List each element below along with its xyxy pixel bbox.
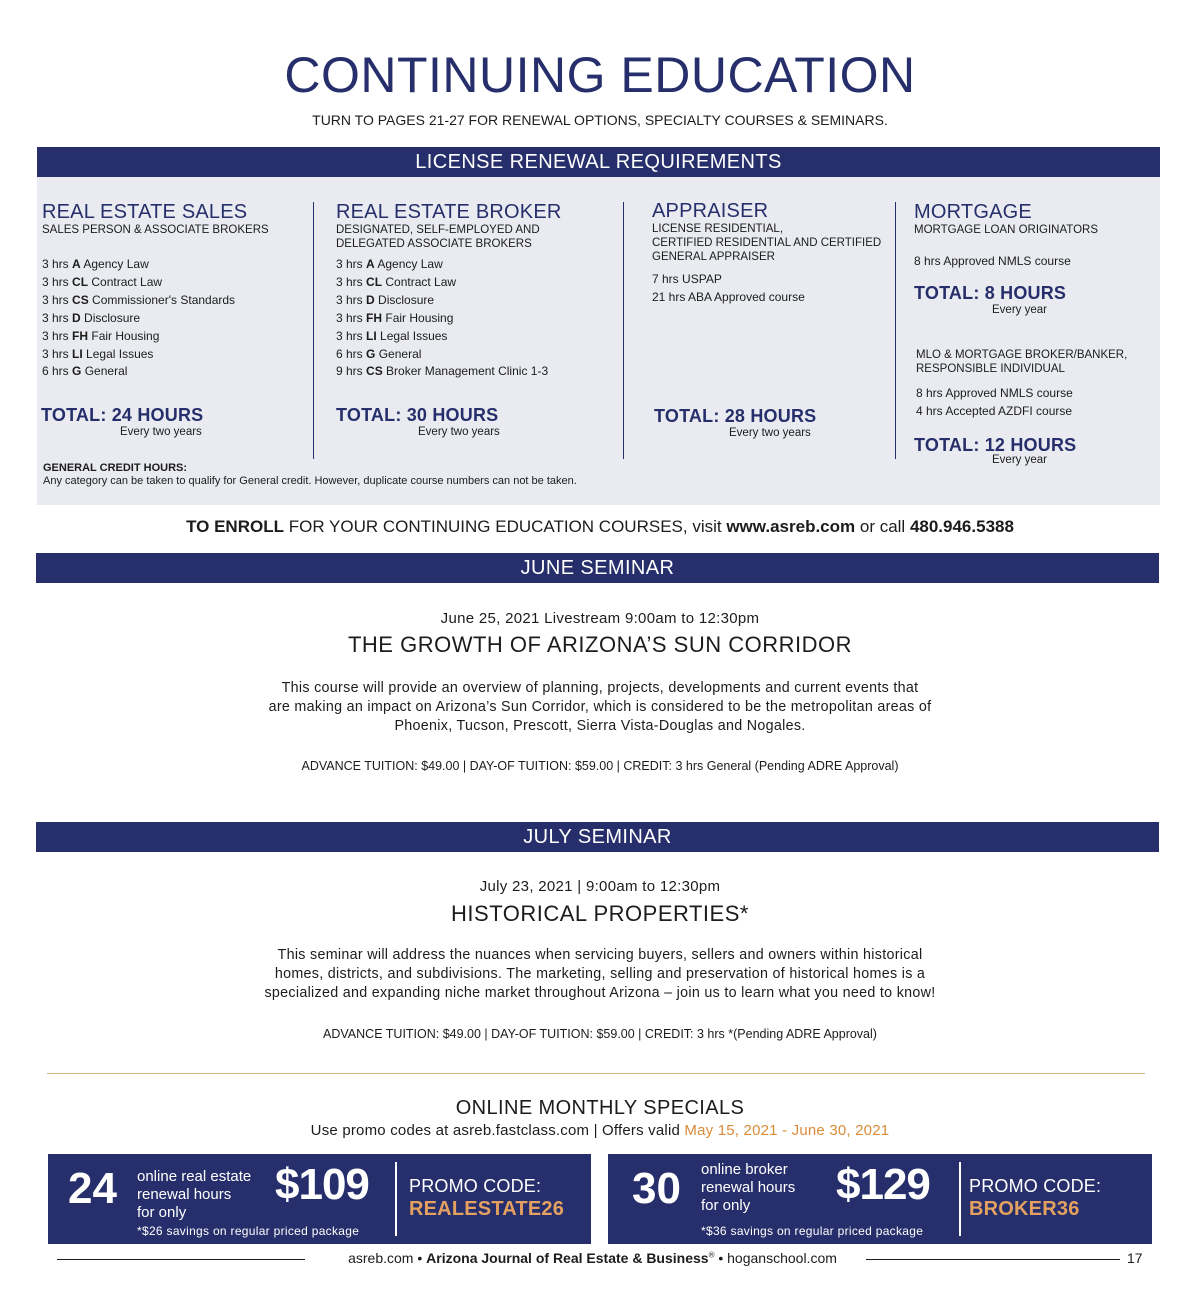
general-credit-text: Any category can be taken to qualify for General credit. However, duplicate course numbers can not be taken. bbox=[43, 475, 577, 487]
june-seminar-bar: JUNE SEMINAR bbox=[36, 553, 1159, 583]
june-seminar-desc-1: This course will provide an overview of planning, projects, developments and current events that bbox=[281, 680, 919, 696]
sales-column bbox=[42, 202, 269, 381]
list-item: 3 hrs D Disclosure bbox=[42, 310, 141, 325]
list-item: 4 hrs Accepted AZDFI course bbox=[916, 404, 1073, 418]
promo-hours: 30 bbox=[632, 1164, 681, 1213]
page-title: CONTINUING EDUCATION bbox=[284, 47, 916, 103]
mortgage-frequency-mlo: Every year bbox=[992, 304, 1047, 316]
footer: asreb.com • Arizona Journal of Real Estate & Business® • hoganschool.com bbox=[348, 1250, 837, 1266]
page-number: 17 bbox=[1127, 1250, 1143, 1266]
july-seminar-desc-3: specialized and expanding niche market throughout Arizona – join us to learn what you need to know! bbox=[264, 985, 936, 1001]
promo-hours: 24 bbox=[68, 1164, 117, 1213]
june-seminar-date: June 25, 2021 Livestream 9:00am to 12:30pm bbox=[440, 610, 760, 627]
july-seminar-date: July 23, 2021 | 9:00am to 12:30pm bbox=[479, 878, 721, 895]
mortgage-broker-subtitle-2: RESPONSIBLE INDIVIDUAL bbox=[916, 363, 1065, 375]
specials-title: ONLINE MONTHLY SPECIALS bbox=[455, 1097, 745, 1119]
license-renewal-panel bbox=[37, 177, 1160, 505]
appraiser-total: TOTAL: 28 HOURS bbox=[654, 406, 817, 426]
sales-subtitle: SALES PERSON & ASSOCIATE BROKERS bbox=[42, 224, 269, 236]
sales-total: TOTAL: 24 HOURS bbox=[41, 405, 204, 425]
appraiser-course-list bbox=[652, 271, 881, 307]
june-seminar-title: THE GROWTH OF ARIZONA’S SUN CORRIDOR bbox=[347, 632, 853, 657]
promo-divider bbox=[959, 1162, 961, 1236]
mortgage-total-mlo: TOTAL: 8 HOURS bbox=[914, 283, 1067, 303]
appraiser-frequency: Every two years bbox=[729, 427, 811, 439]
mortgage-column bbox=[914, 202, 1098, 271]
list-item: 3 hrs FH Fair Housing bbox=[336, 310, 454, 325]
broker-frequency: Every two years bbox=[418, 426, 500, 438]
june-seminar-desc-3: Phoenix, Tucson, Prescott, Sierra Vista-Douglas and Nogales. bbox=[394, 718, 806, 734]
june-seminar-desc-2: are making an impact on Arizona’s Sun Corridor, which is considered to be the metropolitan areas of bbox=[268, 699, 932, 715]
list-item: 3 hrs D Disclosure bbox=[336, 292, 435, 307]
broker-total: TOTAL: 30 HOURS bbox=[336, 405, 499, 425]
list-item: 6 hrs G General bbox=[336, 346, 422, 361]
list-item: 8 hrs Approved NMLS course bbox=[916, 386, 1073, 400]
promo-divider bbox=[395, 1162, 397, 1236]
july-seminar-fees: ADVANCE TUITION: $49.00 | DAY-OF TUITION: $59.00 | CREDIT: 3 hrs *(Pending ADRE Approval) bbox=[323, 1027, 877, 1041]
mortgage-total-broker: TOTAL: 12 HOURS bbox=[914, 435, 1077, 455]
list-item: 7 hrs USPAP bbox=[652, 272, 722, 286]
broker-subtitle-2: DELEGATED ASSOCIATE BROKERS bbox=[336, 238, 532, 250]
june-seminar-fees: ADVANCE TUITION: $49.00 | DAY-OF TUITION: $59.00 | CREDIT: 3 hrs General (Pending ADRE Approval) bbox=[301, 759, 899, 773]
license-renewal-bar: LICENSE RENEWAL REQUIREMENTS bbox=[37, 147, 1160, 177]
mortgage-title: MORTGAGE bbox=[914, 201, 1032, 223]
mortgage-broker-subtitle-1: MLO & MORTGAGE BROKER/BANKER, bbox=[916, 349, 1128, 361]
promo-price: $129 bbox=[836, 1160, 930, 1209]
july-seminar-title: HISTORICAL PROPERTIES* bbox=[451, 901, 749, 926]
promo-code[interactable]: BROKER36 bbox=[969, 1198, 1080, 1220]
list-item: 3 hrs A Agency Law bbox=[42, 257, 149, 271]
appraiser-subtitle-1: LICENSE RESIDENTIAL, bbox=[652, 223, 784, 235]
list-item: 3 hrs FH Fair Housing bbox=[42, 328, 160, 343]
list-item: 3 hrs CL Contract Law bbox=[336, 274, 457, 289]
july-seminar-bar: JULY SEMINAR bbox=[36, 822, 1159, 852]
section-divider bbox=[47, 1073, 1145, 1074]
promo-description: online broker renewal hours for only bbox=[701, 1161, 796, 1214]
list-item: 3 hrs A Agency Law bbox=[336, 257, 443, 271]
column-divider bbox=[623, 202, 624, 459]
specials-subtitle: Use promo codes at asreb.fastclass.com | Offers valid May 15, 2021 - June 30, 2021 bbox=[310, 1122, 890, 1139]
promo-code-label: PROMO CODE: bbox=[969, 1176, 1102, 1196]
promo-card-real-estate[interactable] bbox=[48, 1154, 591, 1244]
page-subtitle: TURN TO PAGES 21-27 FOR RENEWAL OPTIONS, SPECIALTY COURSES & SEMINARS. bbox=[312, 112, 888, 128]
appraiser-column bbox=[652, 201, 881, 307]
promo-code[interactable]: REALESTATE26 bbox=[409, 1198, 565, 1220]
promo-price: $109 bbox=[275, 1160, 369, 1209]
broker-title: REAL ESTATE BROKER bbox=[336, 201, 562, 223]
list-item: 3 hrs LI Legal Issues bbox=[336, 328, 448, 343]
promo-code-block bbox=[409, 1175, 564, 1221]
mortgage-frequency-broker: Every year bbox=[992, 454, 1047, 466]
footer-journal: Arizona Journal of Real Estate & Business bbox=[426, 1250, 709, 1266]
mortgage-subtitle: MORTGAGE LOAN ORIGINATORS bbox=[914, 224, 1099, 236]
broker-column bbox=[336, 202, 562, 381]
general-credit-note bbox=[43, 462, 577, 488]
list-item: 6 hrs G General bbox=[42, 364, 128, 379]
promo-code-label: PROMO CODE: bbox=[409, 1176, 542, 1196]
sales-course-list bbox=[42, 256, 269, 381]
list-item: 9 hrs CS Broker Management Clinic 1-3 bbox=[336, 364, 549, 379]
promo-code-block bbox=[969, 1175, 1101, 1221]
specials-date-range: May 15, 2021 - June 30, 2021 bbox=[684, 1122, 890, 1139]
appraiser-subtitle-2: CERTIFIED RESIDENTIAL AND CERTIFIED bbox=[652, 237, 882, 249]
sales-frequency: Every two years bbox=[120, 426, 202, 438]
list-item: 3 hrs CL Contract Law bbox=[42, 274, 163, 289]
july-seminar-desc-2: homes, districts, and subdivisions. The marketing, selling and preservation of historical homes is a bbox=[274, 966, 926, 982]
general-credit-title: GENERAL CREDIT HOURS: bbox=[43, 462, 188, 474]
mortgage-course-list bbox=[914, 253, 1098, 271]
enroll-line: TO ENROLL FOR YOUR CONTINUING EDUCATION COURSES, visit www.asreb.com or call 480.946.5388 bbox=[186, 517, 1014, 536]
list-item: 21 hrs ABA Approved course bbox=[652, 289, 805, 304]
appraiser-title: APPRAISER bbox=[652, 200, 769, 222]
column-divider bbox=[895, 202, 896, 459]
list-item: 3 hrs LI Legal Issues bbox=[42, 346, 154, 361]
list-item: 8 hrs Approved NMLS course bbox=[914, 254, 1071, 268]
broker-subtitle-1: DESIGNATED, SELF-EMPLOYED AND bbox=[336, 224, 540, 236]
column-divider bbox=[313, 202, 314, 459]
phone-number: 480.946.5388 bbox=[909, 517, 1014, 536]
promo-savings: *$36 savings on regular priced package bbox=[701, 1224, 924, 1238]
appraiser-subtitle-3: GENERAL APPRAISER bbox=[652, 251, 775, 263]
promo-card-broker[interactable] bbox=[608, 1154, 1152, 1244]
july-seminar-desc-1: This seminar will address the nuances when servicing buyers, sellers and owners within historical bbox=[277, 947, 923, 963]
sales-title: REAL ESTATE SALES bbox=[42, 201, 248, 223]
list-item: 3 hrs CS Commissioner's Standards bbox=[42, 292, 236, 307]
promo-description: online real estate renewal hours for only bbox=[137, 1168, 252, 1221]
broker-course-list bbox=[336, 256, 562, 381]
promo-savings: *$26 savings on regular priced package bbox=[137, 1224, 360, 1238]
website-link[interactable]: www.asreb.com bbox=[726, 517, 856, 536]
